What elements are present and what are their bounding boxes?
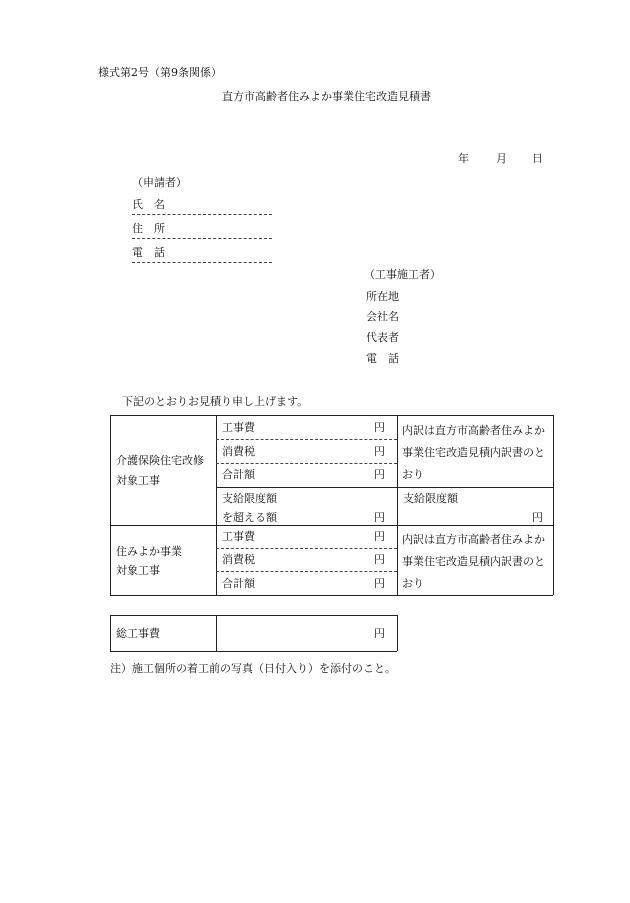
group1-label-line2: 対象工事: [116, 474, 160, 487]
limit-exceed-label-line2: を超える額: [222, 511, 277, 524]
group2-label-line1: 住みよか事業: [116, 545, 182, 558]
limit-exceed-yen: 円: [374, 511, 385, 524]
total-cost-yen: 円: [374, 627, 385, 640]
g2-consumption-tax-yen: 円: [374, 553, 385, 566]
g1-consumption-tax-yen: 円: [374, 445, 385, 458]
contractor-phone-label: 電 話: [366, 352, 399, 365]
limit-right-yen: 円: [532, 511, 543, 524]
intro-text: 下記のとおりお見積り申し上げます。: [122, 395, 309, 408]
total-cost-label: 総工事費: [116, 627, 160, 640]
form-number: 様式第2号（第9条関係）: [98, 66, 222, 79]
group2-label-line2: 対象工事: [116, 564, 160, 577]
applicant-name-line: [132, 214, 272, 215]
contractor-location-label: 所在地: [366, 290, 399, 303]
g1-construction-cost-yen: 円: [374, 421, 385, 434]
applicant-heading: （申請者）: [132, 176, 187, 189]
g2-total-yen: 円: [374, 577, 385, 590]
g1-total-yen: 円: [374, 468, 385, 481]
g1-total-label: 合計額: [222, 468, 255, 481]
applicant-address-line: [132, 238, 272, 239]
g2-total-label: 合計額: [222, 577, 255, 590]
g1-consumption-tax-label: 消費税: [222, 445, 255, 458]
limit-exceed-label-line1: 支給限度額: [222, 492, 277, 505]
date-month-label: 月: [496, 152, 507, 165]
g2-construction-cost-yen: 円: [374, 530, 385, 543]
g1-construction-cost-label: 工事費: [222, 421, 255, 434]
applicant-phone-line: [132, 262, 272, 263]
date-year-label: 年: [458, 152, 469, 165]
g2-consumption-tax-label: 消費税: [222, 553, 255, 566]
applicant-name-label: 氏 名: [132, 198, 165, 211]
applicant-phone-label: 電 話: [132, 246, 165, 259]
g2-construction-cost-label: 工事費: [222, 530, 255, 543]
group1-label-line1: 介護保険住宅改修: [116, 454, 204, 467]
g1-breakdown-note: 内訳は直方市高齢者住みよか事業住宅改造見積内訳書のとおり: [402, 424, 545, 481]
applicant-address-label: 住 所: [132, 222, 165, 235]
date-day-label: 日: [532, 152, 543, 165]
footnote: 注）施工個所の着工前の写真（日付入り）を添付のこと。: [110, 662, 396, 675]
g2-breakdown-note: 内訳は直方市高齢者住みよか事業住宅改造見積内訳書のとおり: [402, 533, 545, 590]
contractor-company-label: 会社名: [366, 310, 399, 323]
limit-right-label: 支給限度額: [403, 492, 458, 505]
contractor-rep-label: 代表者: [366, 331, 399, 344]
document-title: 直方市高齢者住みよか事業住宅改造見積書: [222, 90, 431, 103]
contractor-heading: （工事施工者）: [364, 268, 441, 281]
